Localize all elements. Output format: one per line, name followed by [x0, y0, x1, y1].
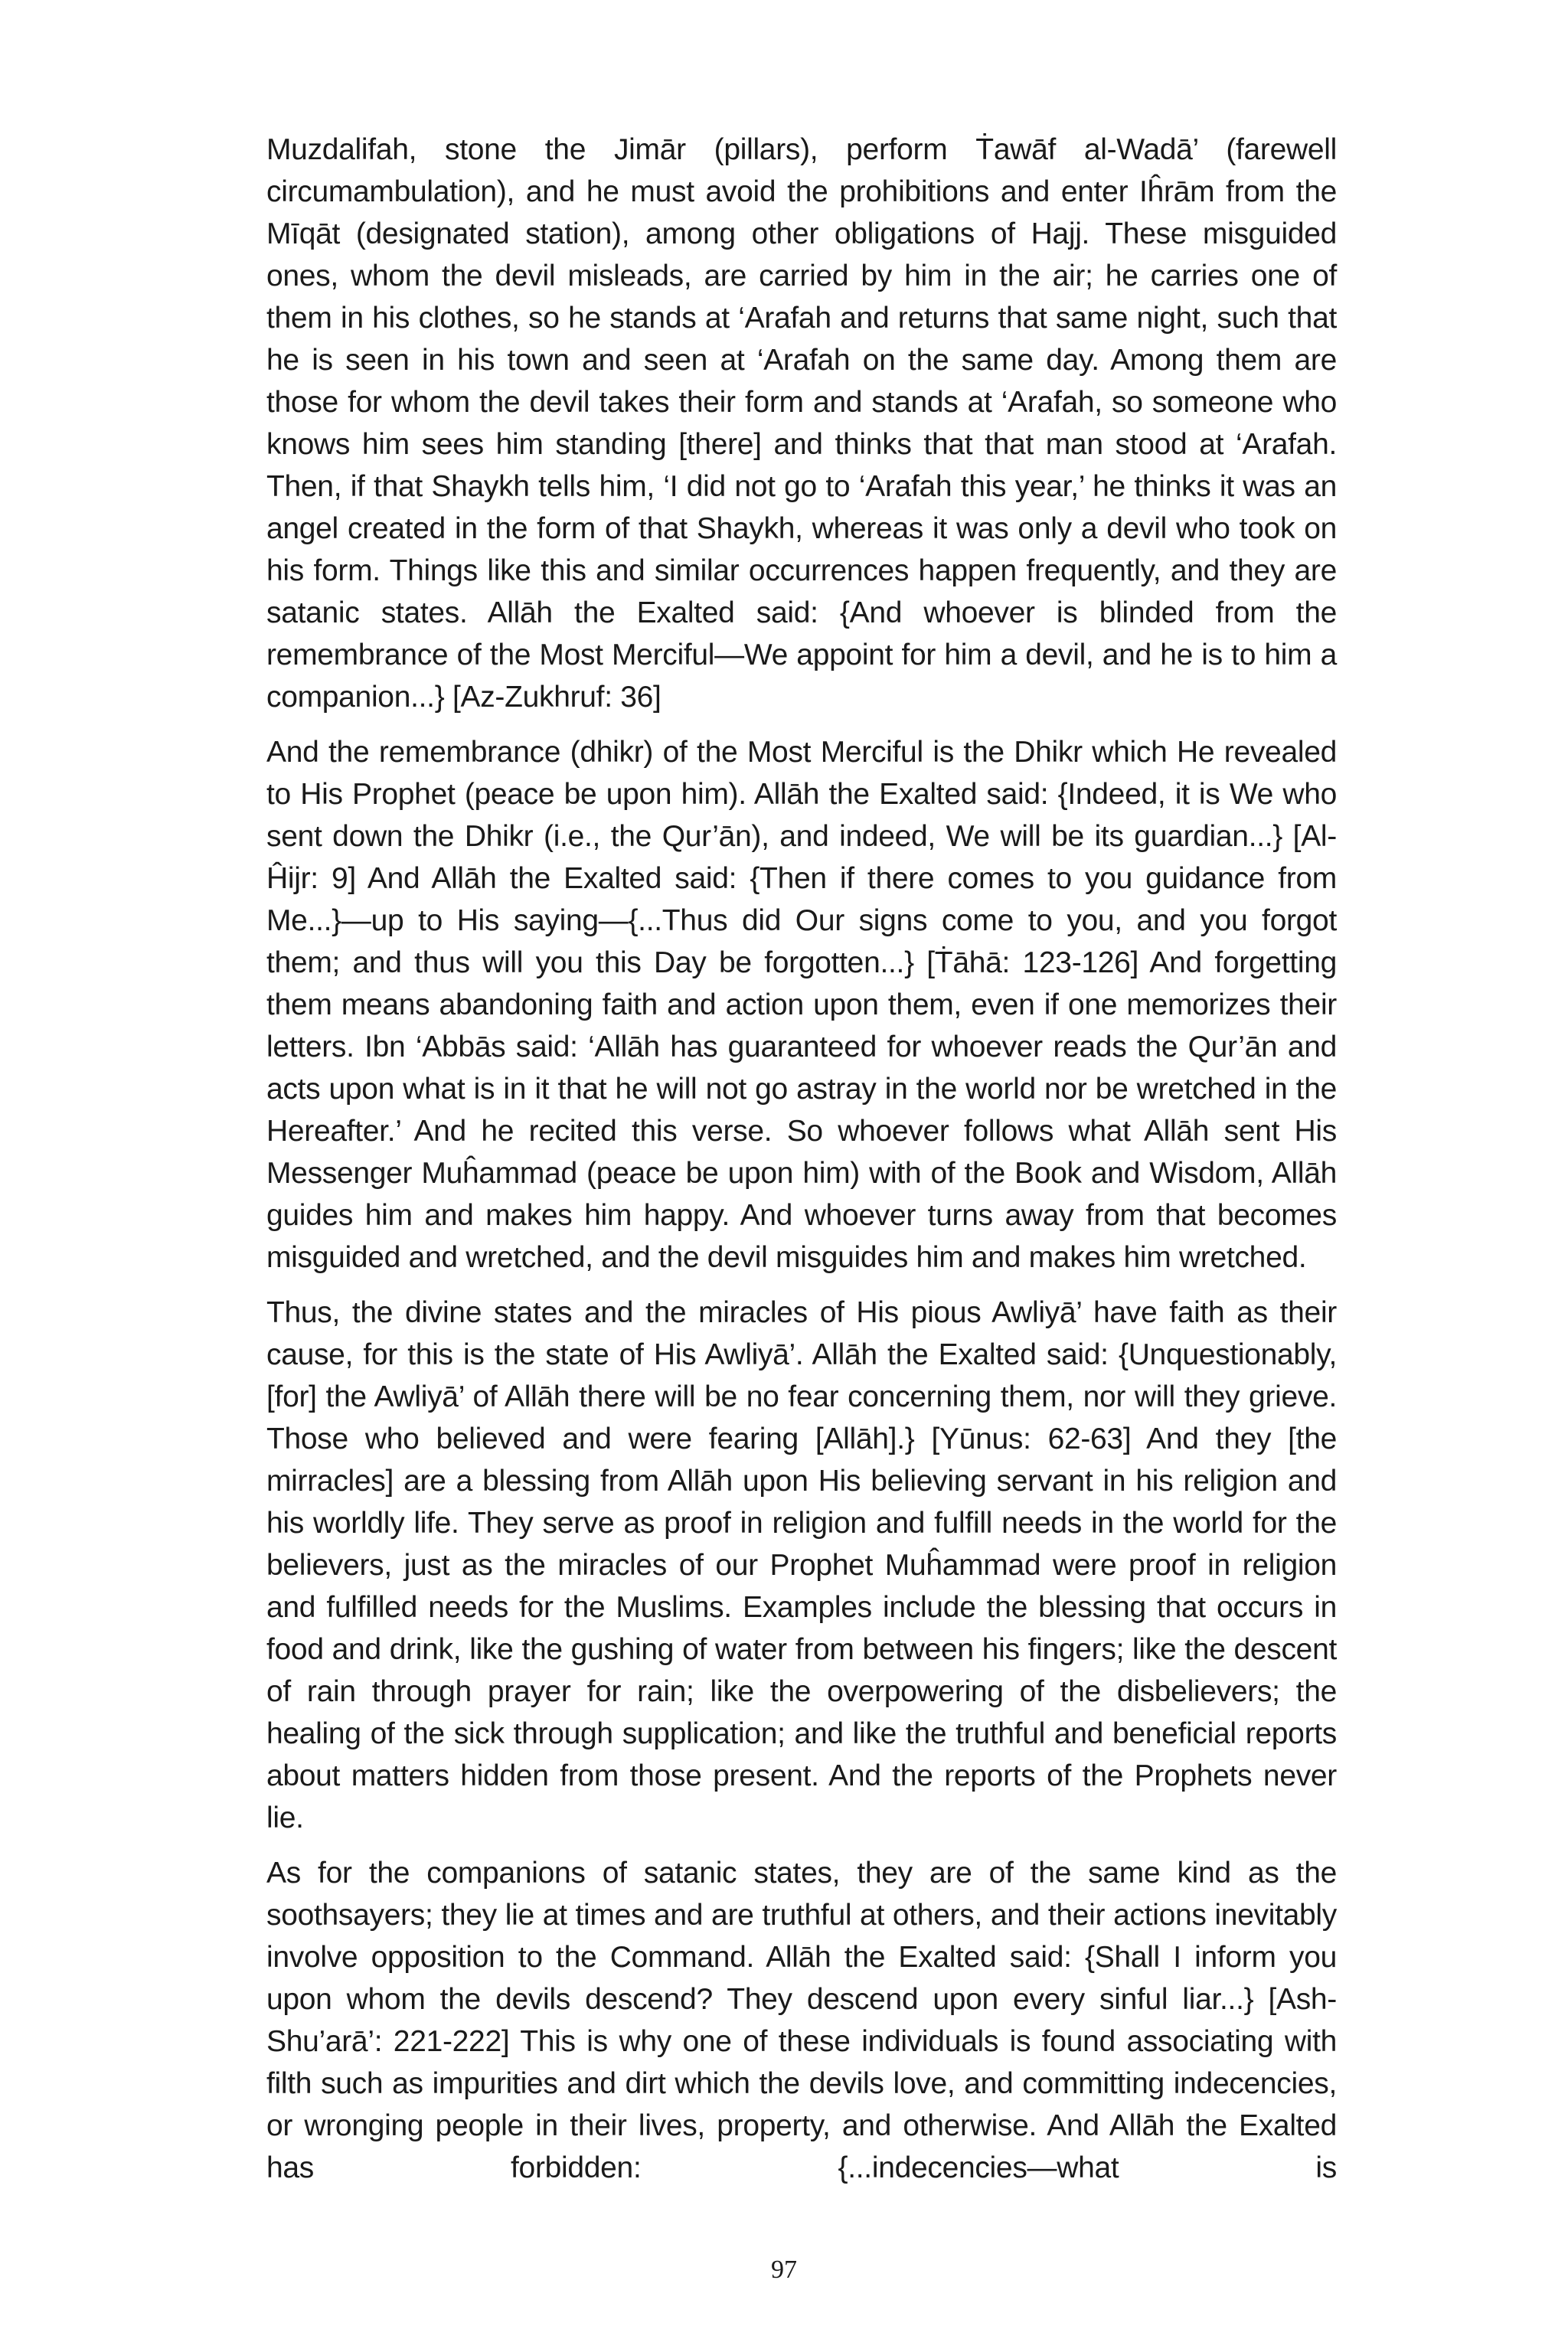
- paragraph-2: And the remembrance (dhikr) of the Most Merciful is the Dhikr which He revealed to His Prophet (peace be upon him). Allāh the Exalted said: {Indeed, it is We who sent down the Dhikr (i.e., the Qur’ān), and indeed, We will be its guardian...} [Al-Ĥijr: 9] And Allāh the Exalted said: {Then if there comes to you guidance from Me...}—up to His saying—{...Thus did Our signs come to you, and you forgot them; and thus will you this Day be forgotten...} [Ṫāhā: 123-126] And forgetting them means abandoning faith and action upon them, even if one memorizes their letters. Ibn ‘Abbās said: ‘Allāh has guaranteed for whoever reads the Qur’ān and acts upon what is in it that he will not go astray in the world nor be wretched in the Hereafter.’ And he recited this verse. So whoever follows what Allāh sent His Messenger Muĥammad (peace be upon him) with of the Book and Wisdom, Allāh guides him and makes him happy. And whoever turns away from that becomes misguided and wretched, and the devil misguides him and makes him wretched.: [266, 736, 1337, 1274]
- page-number: 97: [771, 2256, 797, 2284]
- body-text: [266, 129, 1337, 2202]
- paragraph-3: Thus, the divine states and the miracles of His pious Awliyā’ have faith as their cause, for this is the state of His Awliyā’. Allāh the Exalted said: {Unquestionably, [for] the Awliyā’ of Allāh there will be no fear concerning them, nor will they grieve. Those who believed and were fearing [Allāh].} [Yūnus: 62-63] And they [the mirracles] are a blessing from Allāh upon His believing servant in his religion and his worldly life. They serve as proof in religion and fulfill needs in the world for the believers, just as the miracles of our Prophet Muĥammad were proof in religion and fulfilled needs for the Muslims. Examples include the blessing that occurs in food and drink, like the gushing of water from between his fingers; like the descent of rain through prayer for rain; like the overpowering of the disbelievers; the healing of the sick through supplication; and like the truthful and beneficial reports about matters hidden from those present. And the reports of the Prophets never lie.: [266, 1296, 1337, 1834]
- paragraph-1: Muzdalifah, stone the Jimār (pillars), perform Ṫawāf al-Wadā’ (farewell circumambulation), and he must avoid the prohibitions and enter Iĥrām from the Mīqāt (designated station), among other obligations of Hajj. These misguided ones, whom the devil misleads, are carried by him in the air; he carries one of them in his clothes, so he stands at ‘Arafah and returns that same night, such that he is seen in his town and seen at ‘Arafah on the same day. Among them are those for whom the devil takes their form and stands at ‘Arafah, so someone who knows him sees him standing [there] and thinks that that man stood at ‘Arafah. Then, if that Shaykh tells him, ‘I did not go to ‘Arafah this year,’ he thinks it was an angel created in the form of that Shaykh, whereas it was only a devil who took on his form. Things like this and similar occurrences happen frequently, and they are satanic states. Allāh the Exalted said: {And whoever is blinded from the remembrance of the Most Merciful—We appoint for him a devil, and he is to him a companion...} [Az-Zukhruf: 36]: [266, 133, 1337, 714]
- paragraph-4: As for the companions of satanic states, they are of the same kind as the soothsayers; they lie at times and are truthful at others, and their actions inevitably involve opposition to the Command. Allāh the Exalted said: {Shall I inform you upon whom the devils descend? They descend upon every sinful liar...} [Ash-Shu’arā’: 221-222] This is why one of these individuals is found associating with filth such as impurities and dirt which the devils love, and committing indecencies, or wronging people in their lives, property, and otherwise. And Allāh the Exalted has forbidden: {...indecencies—what is: [266, 1857, 1337, 2184]
